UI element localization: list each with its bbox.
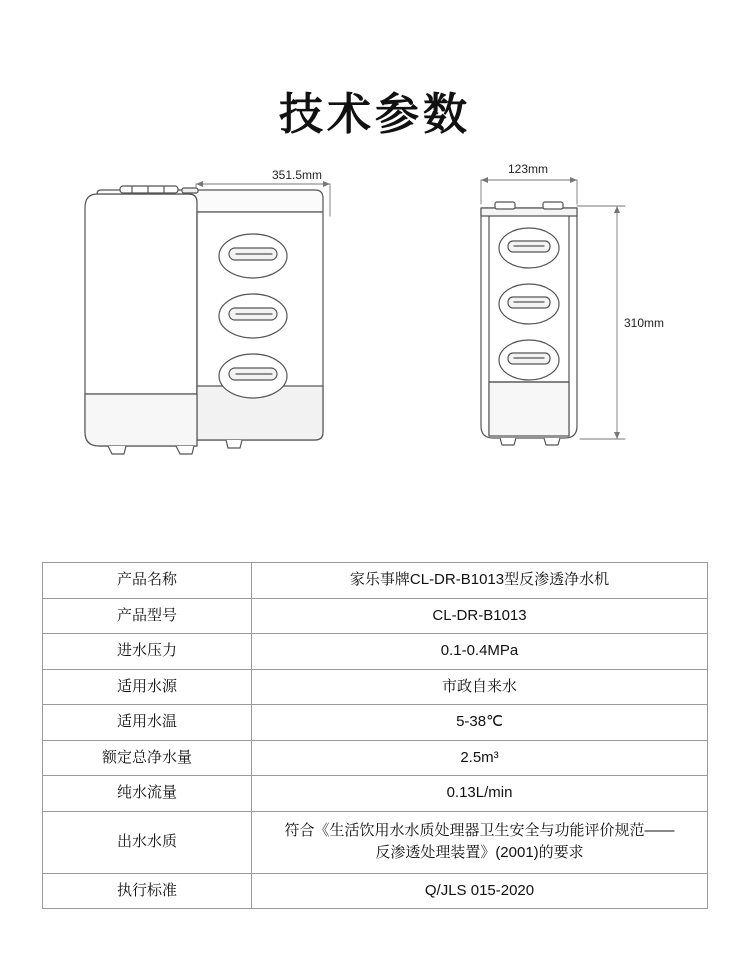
spec-value-line-2: 反渗透处理装置》(2001)的要求 <box>375 844 584 861</box>
specification-table <box>42 562 708 909</box>
right-view-filter-ports <box>499 228 559 380</box>
right-width-dimension <box>481 177 577 204</box>
spec-label: 出水水质 <box>43 811 252 873</box>
spec-value <box>252 811 708 873</box>
table-row <box>43 563 708 599</box>
spec-value: 5-38℃ <box>252 705 708 741</box>
spec-table-container <box>42 562 708 909</box>
table-row <box>43 873 708 909</box>
spec-value: CL-DR-B1013 <box>252 598 708 634</box>
left-view-filter-ports <box>219 234 287 398</box>
product-diagram-area <box>0 164 750 524</box>
product-line-drawing <box>0 164 750 524</box>
right-height-dimension <box>577 206 625 439</box>
table-row <box>43 598 708 634</box>
table-row <box>43 740 708 776</box>
spec-label: 适用水温 <box>43 705 252 741</box>
spec-value-line-1: 符合《生活饮用水水质处理器卫生安全与功能评价规范—— <box>284 821 675 839</box>
spec-label: 额定总净水量 <box>43 740 252 776</box>
spec-value: 0.13L/min <box>252 776 708 812</box>
spec-label: 进水压力 <box>43 634 252 670</box>
spec-label: 执行标准 <box>43 873 252 909</box>
dimension-width-label: 123mm <box>508 162 549 176</box>
table-row <box>43 705 708 741</box>
spec-value: 2.5m³ <box>252 740 708 776</box>
spec-value: 0.1-0.4MPa <box>252 634 708 670</box>
spec-value: 家乐事牌CL-DR-B1013型反渗透净水机 <box>252 563 708 599</box>
spec-label: 适用水源 <box>43 669 252 705</box>
spec-label: 产品名称 <box>43 563 252 599</box>
table-row <box>43 634 708 670</box>
table-row <box>43 669 708 705</box>
table-row <box>43 776 708 812</box>
spec-label: 产品型号 <box>43 598 252 634</box>
spec-value: 市政自来水 <box>252 669 708 705</box>
dimension-height-label: 310mm <box>624 316 665 330</box>
page-title: 技术参数 <box>279 90 471 139</box>
table-row <box>43 811 708 873</box>
spec-value: Q/JLS 015-2020 <box>252 873 708 909</box>
dimension-depth-label: 351.5mm <box>272 168 323 182</box>
spec-label: 纯水流量 <box>43 776 252 812</box>
